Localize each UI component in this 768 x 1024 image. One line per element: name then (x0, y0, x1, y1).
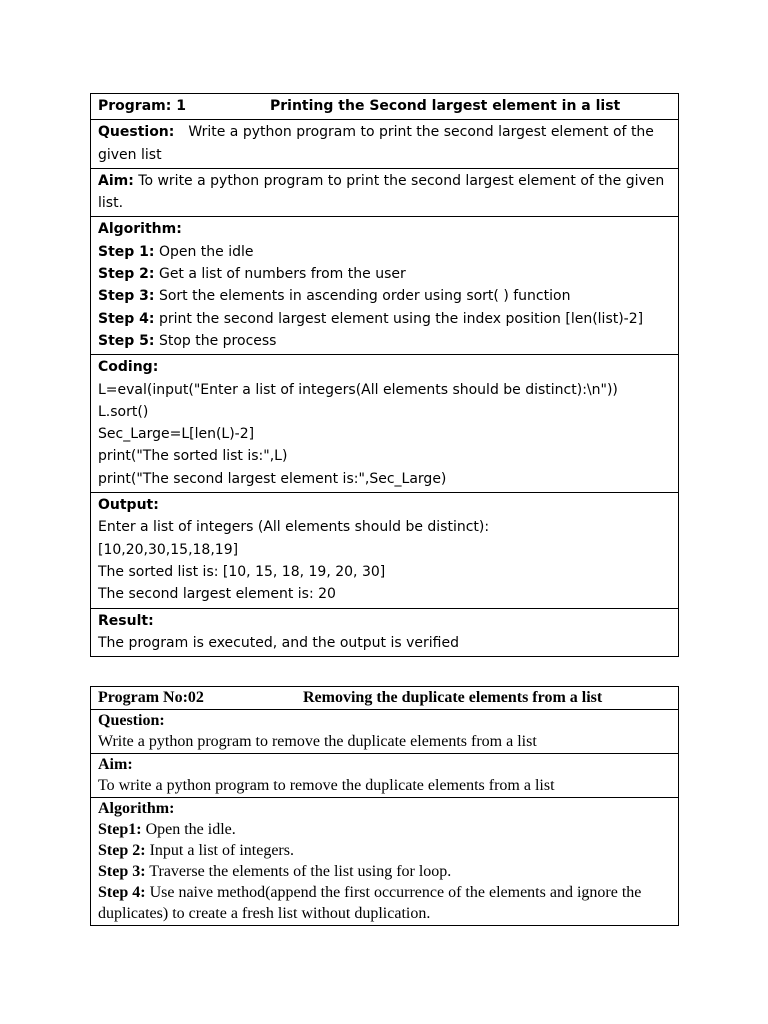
program-2-question-row (91, 710, 679, 754)
algorithm-step (98, 882, 672, 924)
output-line: The sorted list is: [10, 15, 18, 19, 20, 30] (98, 563, 386, 580)
program-1-aim-text: To write a python program to print the second largest element of the given list. (98, 172, 665, 212)
program-1-result-cell (91, 608, 679, 657)
program-1-question-row (91, 120, 679, 169)
program-2-question-text: Write a python program to remove the duplicate elements from a list (98, 733, 537, 750)
program-1-aim-label: Aim: (98, 172, 134, 189)
program-1-table (90, 93, 679, 657)
program-2-aim-row (91, 754, 679, 798)
program-1-label: Program: 1 (98, 98, 186, 114)
algorithm-step (98, 241, 672, 263)
program-1-result-label: Result: (98, 612, 154, 629)
program-2-header-row (91, 687, 679, 710)
step-label: Step 4: (98, 884, 146, 901)
step-label: Step 4: (98, 310, 155, 327)
program-2-label: Program No:02 (98, 689, 204, 706)
step-label: Step 3: (98, 863, 146, 880)
step-text: print the second largest element using the index position [len(list)-2] (158, 310, 644, 327)
code-line: Sec_Large=L[len(L)-2] (98, 426, 255, 443)
program-1-coding-cell (91, 355, 679, 493)
step-text: Input a list of integers. (149, 842, 294, 859)
program-1-title: Printing the Second largest element in a list (270, 98, 621, 114)
program-2-algorithm-label: Algorithm: (98, 800, 175, 817)
program-2-algorithm-row (91, 798, 679, 926)
algorithm-step (98, 840, 672, 861)
program-1-header-cell (91, 94, 679, 120)
code-line: L=eval(input("Enter a list of integers(All elements should be distinct):\n")) (98, 381, 618, 398)
program-2-header-cell (91, 687, 679, 710)
algorithm-step (98, 819, 672, 840)
program-1-header-row (91, 94, 679, 120)
program-1-output-label: Output: (98, 497, 159, 514)
step-text: Stop the process (158, 332, 277, 349)
program-1-result-row (91, 608, 679, 657)
program-1-coding-row (91, 355, 679, 493)
step-text: Get a list of numbers from the user (158, 266, 406, 283)
code-line: print("The second largest element is:",Sec_Large) (98, 470, 447, 487)
step-text: Open the idle. (145, 821, 236, 838)
program-1-result-text: The program is executed, and the output is verified (98, 634, 459, 651)
step-label: Step 3: (98, 288, 155, 305)
algorithm-step (98, 285, 672, 307)
program-1-question-cell (91, 120, 679, 169)
output-line: The second largest element is: 20 (98, 586, 336, 603)
step-label: Step 2: (98, 266, 155, 283)
program-2-aim-text: To write a python program to remove the duplicate elements from a list (98, 777, 555, 794)
program-1-output-cell (91, 493, 679, 608)
step-label: Step 1: (98, 243, 155, 260)
program-2-table (90, 686, 679, 926)
code-line: L.sort() (98, 403, 149, 420)
algorithm-step (98, 330, 672, 352)
program-2-question-label: Question: (98, 712, 165, 729)
program-2-algorithm-cell (91, 798, 679, 926)
program-1-question-text: Write a python program to print the second largest element of the given list (98, 124, 654, 163)
program-2-aim-cell (91, 754, 679, 798)
program-2-title: Removing the duplicate elements from a list (303, 689, 603, 706)
program-1-coding-label: Coding: (98, 359, 159, 376)
output-line: Enter a list of integers (All elements should be distinct): (98, 519, 490, 536)
step-text: Sort the elements in ascending order using sort( ) function (158, 288, 571, 305)
output-line: [10,20,30,15,18,19] (98, 541, 239, 558)
program-2-aim-label: Aim: (98, 756, 133, 773)
step-label: Step 2: (98, 842, 146, 859)
program-1-output-row (91, 493, 679, 608)
program-1-question-label: Question: (98, 124, 175, 141)
step-text: Traverse the elements of the list using for loop. (149, 863, 452, 880)
step-label: Step 5: (98, 332, 155, 349)
program-1-algorithm-row (91, 217, 679, 355)
program-1-aim-row (91, 168, 679, 217)
step-text: Use naive method(append the first occurrence of the elements and ignore the duplicates) to create a fresh list without duplication. (98, 884, 642, 922)
program-2-question-cell (91, 710, 679, 754)
program-1-algorithm-label: Algorithm: (98, 221, 182, 238)
algorithm-step (98, 861, 672, 882)
algorithm-step (98, 263, 672, 285)
program-1-algorithm-cell (91, 217, 679, 355)
program-1-aim-cell (91, 168, 679, 217)
code-line: print("The sorted list is:",L) (98, 448, 288, 465)
step-text: Open the idle (158, 243, 254, 260)
step-label: Step1: (98, 821, 142, 838)
algorithm-step (98, 308, 672, 330)
